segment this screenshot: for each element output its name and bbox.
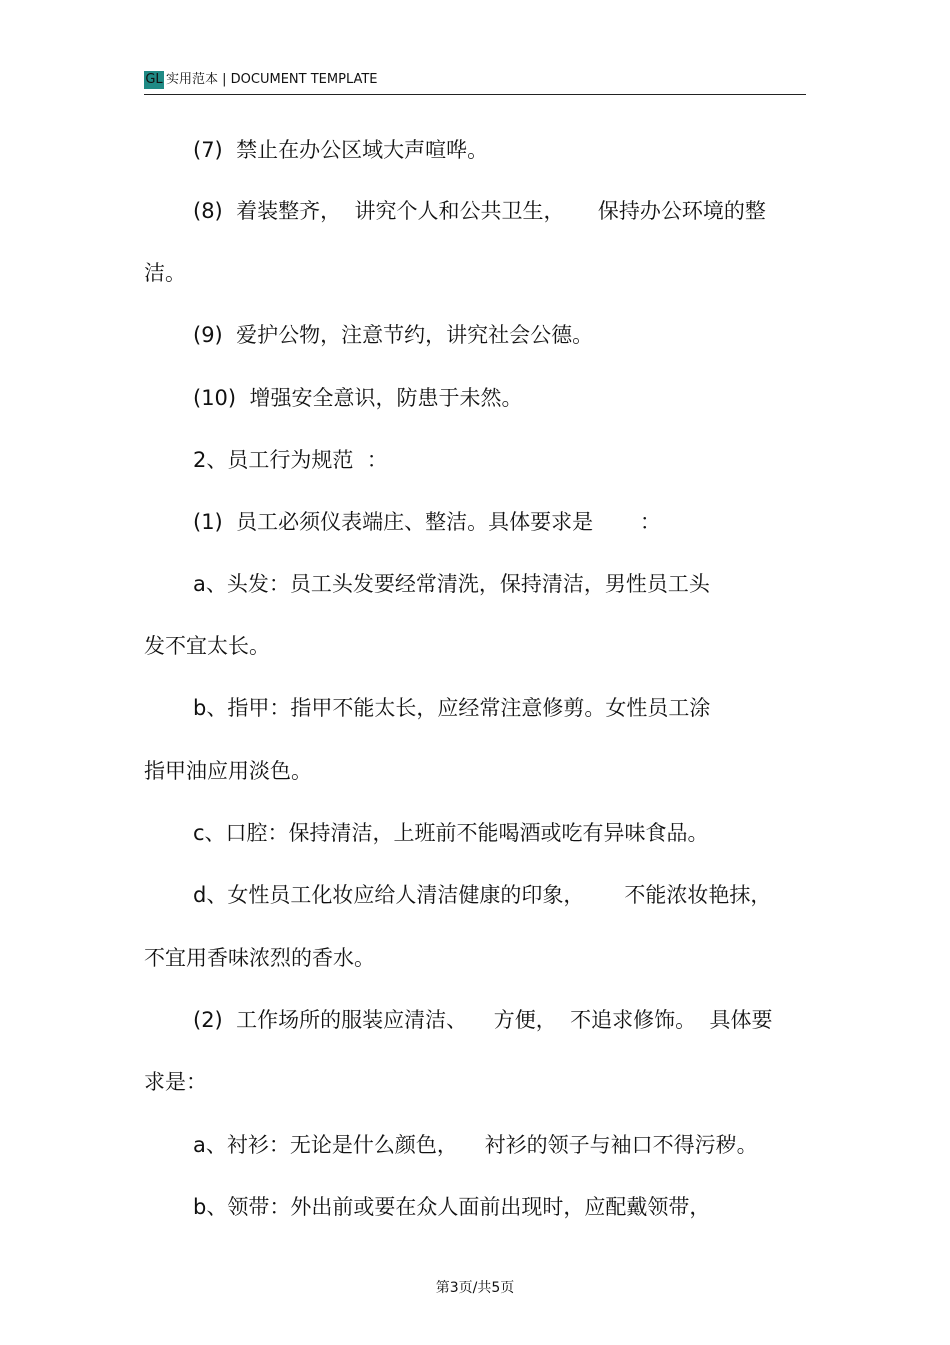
- text-line: 指甲油应用淡色。: [144, 759, 312, 783]
- text-line: 洁。: [144, 261, 186, 285]
- header-separator: |: [218, 72, 231, 87]
- page-number: 第3页/共5页: [435, 1280, 515, 1296]
- header-title: 实用范本: [166, 72, 219, 87]
- text-line: c、口腔：保持清洁，上班前不能喝酒或吃有异味食品。: [193, 821, 709, 845]
- text-line: 求是：: [144, 1070, 207, 1094]
- text-line: 不宜用香味浓烈的香水。: [144, 946, 375, 970]
- text-line: d、女性员工化妆应给人清洁健康的印象， 不能浓妆艳抹，: [193, 883, 772, 907]
- text-line: (10) 增强安全意识，防患于未然。: [193, 386, 523, 410]
- header-subtitle: DOCUMENT TEMPLATE: [230, 72, 378, 87]
- text-line: (1) 员工必须仪表端庄、整洁。具体要求是 ：: [193, 510, 661, 534]
- section-heading: 2、员工行为规范 ：: [193, 448, 388, 472]
- text-line: a、衬衫：无论是什么颜色， 衬衫的领子与袖口不得污秽。: [193, 1133, 758, 1157]
- text-line: b、领带：外出前或要在众人面前出现时，应配戴领带，: [193, 1195, 711, 1219]
- gl-logo: GL: [145, 72, 163, 87]
- page-header: [144, 68, 806, 95]
- text-line: (7) 禁止在办公区域大声喧哗。: [193, 138, 489, 162]
- text-line: a、头发：员工头发要经常清洗，保持清洁，男性员工头: [193, 572, 710, 596]
- text-line: 发不宜太长。: [144, 634, 270, 658]
- text-line: (2) 工作场所的服装应清洁、 方便， 不追求修饰。 具体要: [193, 1008, 773, 1032]
- text-line: (8) 着装整齐， 讲究个人和公共卫生， 保持办公环境的整: [193, 199, 766, 223]
- text-line: b、指甲：指甲不能太长，应经常注意修剪。女性员工涂: [193, 696, 711, 720]
- text-line: (9) 爱护公物，注意节约，讲究社会公德。: [193, 323, 594, 347]
- header-text: [166, 71, 378, 89]
